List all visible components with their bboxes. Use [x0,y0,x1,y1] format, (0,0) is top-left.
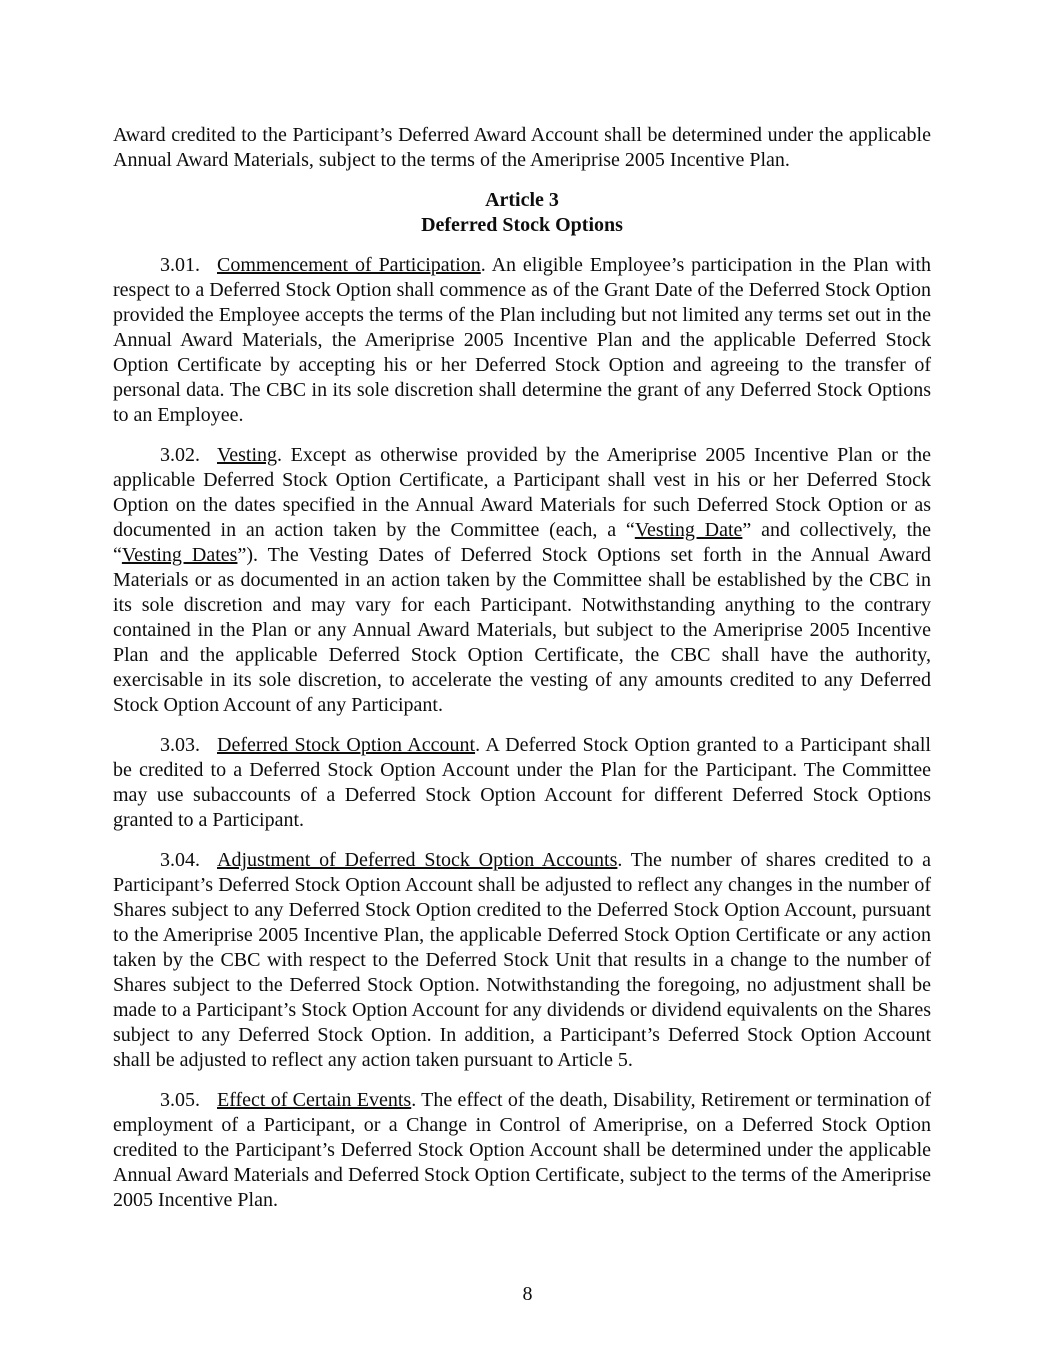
section-body: . The number of shares credited to a Participant’s Deferred Stock Option Account shall be adjusted to reflect any changes in the number of Shares subject to any Deferred Stock Option credited to the Deferred Stock Option Account, pursuant to the Ameriprise 2005 Incentive Plan, the applicable Deferred Stock Option Certificate or any action taken by the CBC with respect to the Deferred Stock Unit that results in a change to the number of Shares subject to the Deferred Stock Option. Notwithstanding the foregoing, no adjustment shall be made to a Participant’s Stock Option Account for any dividends or dividend equivalents on the Shares subject to any Deferred Stock Option. In addition, a Participant’s Deferred Stock Option Account shall be adjusted to reflect any action taken pursuant to Article 5. [113,849,931,1071]
section-3-04 [113,848,931,1073]
section-body: . Except as otherwise provided by the Ameriprise 2005 Incentive Plan or the applicable Deferred Stock Option Certificate, a Participant shall vest in his or her Deferred Stock Option on the dates specified in the Annual Award Materials for such Deferred Stock Option or as documented in an action taken by the Committee (each, a “Vesting Date” and collectively, the “Vesting Dates”). The Vesting Dates of Deferred Stock Options set forth in the Annual Award Materials or as documented in an action taken by the Committee shall be established by the CBC in its sole discretion and may vary for each Participant. Notwithstanding anything to the contrary contained in the Plan or any Annual Award Materials, but subject to the Ameriprise 2005 Incentive Plan and the applicable Deferred Stock Option Certificate, the CBC shall have the authority, exercisable in its sole discretion, to accelerate the vesting of any amounts credited to any Deferred Stock Option Account of any Participant. [113,444,931,716]
section-heading: Vesting [217,444,277,466]
document-content [113,123,931,1228]
section-3-02 [113,443,931,718]
article-title: Article 3 [485,189,559,211]
intro-paragraph: Award credited to the Participant’s Deferred Award Account shall be determined under the applicable Annual Award Materials, subject to the terms of the Ameriprise 2005 Incentive Plan. [113,124,931,171]
section-body: . The effect of the death, Disability, Retirement or termination of employment of a Participant, or a Change in Control of Ameriprise, on a Deferred Stock Option credited to the Participant’s Deferred Stock Option Account shall be determined under the applicable Annual Award Materials and Deferred Stock Option Certificate, subject to the terms of the Ameriprise 2005 Incentive Plan. [113,1089,932,1211]
article-heading [113,188,931,238]
section-number: 3.04. [160,849,200,871]
section-3-01 [113,253,931,428]
section-number: 3.01. [160,254,200,276]
page-number: 8 [522,1283,533,1305]
section-number: 3.03. [160,734,200,756]
section-body: . An eligible Employee’s participation in the Plan with respect to a Deferred Stock Option shall commence as of the Grant Date of the Deferred Stock Option provided the Employee accepts the terms of the Plan including but not limited any terms set out in the Annual Award Materials, the Ameriprise 2005 Incentive Plan and the applicable Deferred Stock Option Certificate by accepting his or her Deferred Stock Option and agreeing to the transfer of personal data. The CBC in its sole discretion shall determine the grant of any Deferred Stock Options to an Employee. [113,254,931,426]
section-3-05 [113,1088,931,1213]
section-body: . A Deferred Stock Option granted to a Participant shall be credited to a Deferred Stock Option Account under the Plan for the Participant. The Committee may use subaccounts of a Deferred Stock Option Account for different Deferred Stock Options granted to a Participant. [113,734,931,831]
section-heading: Effect of Certain Events [217,1089,412,1111]
section-number: 3.02. [160,444,200,466]
section-heading: Adjustment of Deferred Stock Option Accounts [217,849,618,871]
section-heading: Commencement of Participation [217,254,481,276]
article-subtitle: Deferred Stock Options [421,214,623,236]
section-3-03 [113,733,931,833]
section-heading: Deferred Stock Option Account [217,734,476,756]
section-number: 3.05. [160,1089,200,1111]
